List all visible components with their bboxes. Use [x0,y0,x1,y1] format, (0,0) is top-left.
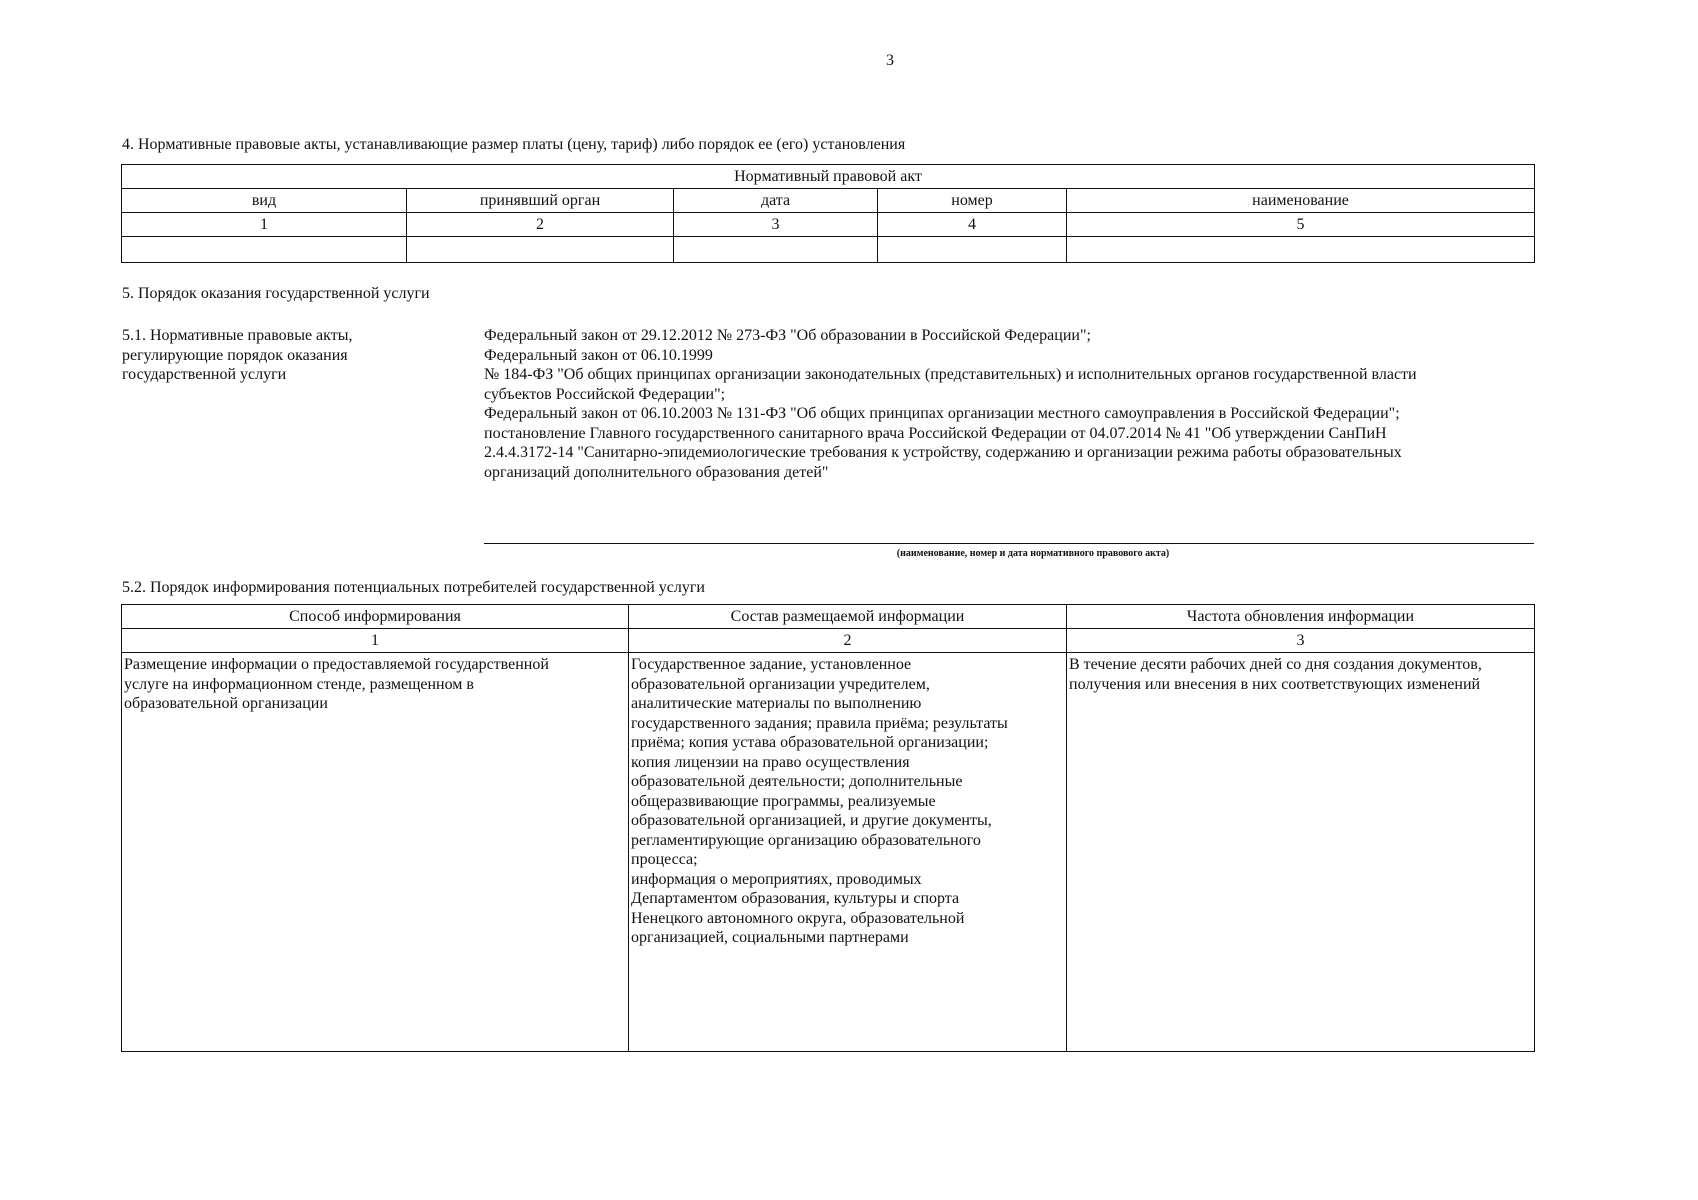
page-number: 3 [886,52,894,69]
column-number: 2 [407,213,674,237]
column-header-number: номер [878,189,1067,213]
table-cell [1067,237,1535,263]
table-row [122,237,1535,263]
table-cell [407,237,674,263]
cell-line: образовательной деятельности; дополнительные [631,773,963,790]
label-line: регулирующие порядок оказания [122,346,348,364]
cell-line: Размещение информации о предоставляемой государственной [124,656,549,673]
label-line: государственной услуги [122,366,287,383]
frequency-cell [1067,653,1535,1052]
cell-line: услуге на информационном стенде, размещенном в [124,675,474,693]
cell-line: организацией, социальными партнерами [631,929,909,946]
cell-line: регламентирующие организацию образовательного [631,831,981,849]
table-cell [122,237,407,263]
cell-line: общеразвивающие программы, реализуемые [631,792,936,810]
column-header-content: Состав размещаемой информации [629,605,1067,629]
cell-line: копия лицензии на право осуществления [631,753,910,771]
section-5-heading: 5. Порядок оказания государственной услуги [122,285,430,302]
table-row [122,653,1535,1052]
section-5-2-heading: 5.2. Порядок информирования потенциальных потребителей государственной услуги [122,579,705,596]
act-line: постановление Главного государственного санитарного врача Российской Федерации от 04.07.2014 № 41 "Об утверждении СанПиН [484,424,1387,442]
method-cell [122,653,629,1052]
act-line: 2.4.4.3172-14 "Санитарно-эпидемиологические требования к устройству, содержанию и организации режима работы образовательных [484,444,1402,461]
column-number: 1 [122,213,407,237]
section-5-1-label [122,326,442,385]
informing-procedure-table [121,604,1535,1052]
cell-line: информация о мероприятиях, проводимых [631,870,922,888]
column-number: 5 [1067,213,1535,237]
act-line: субъектов Российской Федерации"; [484,385,726,403]
column-header-name: наименование [1067,189,1535,213]
label-line: 5.1. Нормативные правовые акты, [122,327,353,344]
section-5-1-acts-list [484,326,1534,482]
act-line: № 184-ФЗ "Об общих принципах организации законодательных (представительных) и исполнительных органов государственной власти [484,366,1417,383]
underline-rule [484,543,1534,544]
cell-line: образовательной организации [124,695,328,712]
cell-line: Ненецкого автономного округа, образовательной [631,909,965,927]
column-number: 3 [674,213,878,237]
content-cell [629,653,1067,1052]
act-line: Федеральный закон от 06.10.2003 № 131-ФЗ "Об общих принципах организации местного самоуправления в Российской Федерации"; [484,405,1400,422]
cell-line: процесса; [631,851,698,868]
act-line: Федеральный закон от 06.10.1999 [484,346,713,364]
cell-line: получения или внесения в них соответствующих изменений [1069,675,1481,693]
table-group-header: Нормативный правовой акт [122,165,1535,189]
column-number: 1 [122,629,629,653]
column-header-frequency: Частота обновления информации [1067,605,1535,629]
column-header-issuing-body: принявший орган [407,189,674,213]
cell-line: государственного задания; правила приёма; результаты [631,714,1008,732]
column-number: 4 [878,213,1067,237]
act-line: Федеральный закон от 29.12.2012 № 273-ФЗ "Об образовании в Российской Федерации"; [484,327,1091,344]
cell-line: Департаментом образования, культуры и спорта [631,890,960,907]
cell-line: аналитические материалы по выполнению [631,695,922,712]
cell-line: приёма; копия устава образовательной организации; [631,734,989,751]
table-cell [878,237,1067,263]
column-header-date: дата [674,189,878,213]
act-line: организаций дополнительного образования детей" [484,463,829,481]
cell-line: В течение десяти рабочих дней со дня создания документов, [1069,656,1482,673]
cell-line: Государственное задание, установленное [631,656,912,673]
column-number: 2 [629,629,1067,653]
column-header-method: Способ информирования [122,605,629,629]
normative-acts-table [121,164,1535,263]
column-header-type: вид [122,189,407,213]
underline-caption: (наименование, номер и дата нормативного правового акта) [896,548,1170,559]
cell-line: образовательной организацией, и другие документы, [631,812,992,829]
cell-line: образовательной организации учредителем, [631,675,930,693]
table-cell [674,237,878,263]
column-number: 3 [1067,629,1535,653]
section-4-heading: 4. Нормативные правовые акты, устанавливающие размер платы (цену, тариф) либо порядок ее (его) установления [122,136,906,153]
